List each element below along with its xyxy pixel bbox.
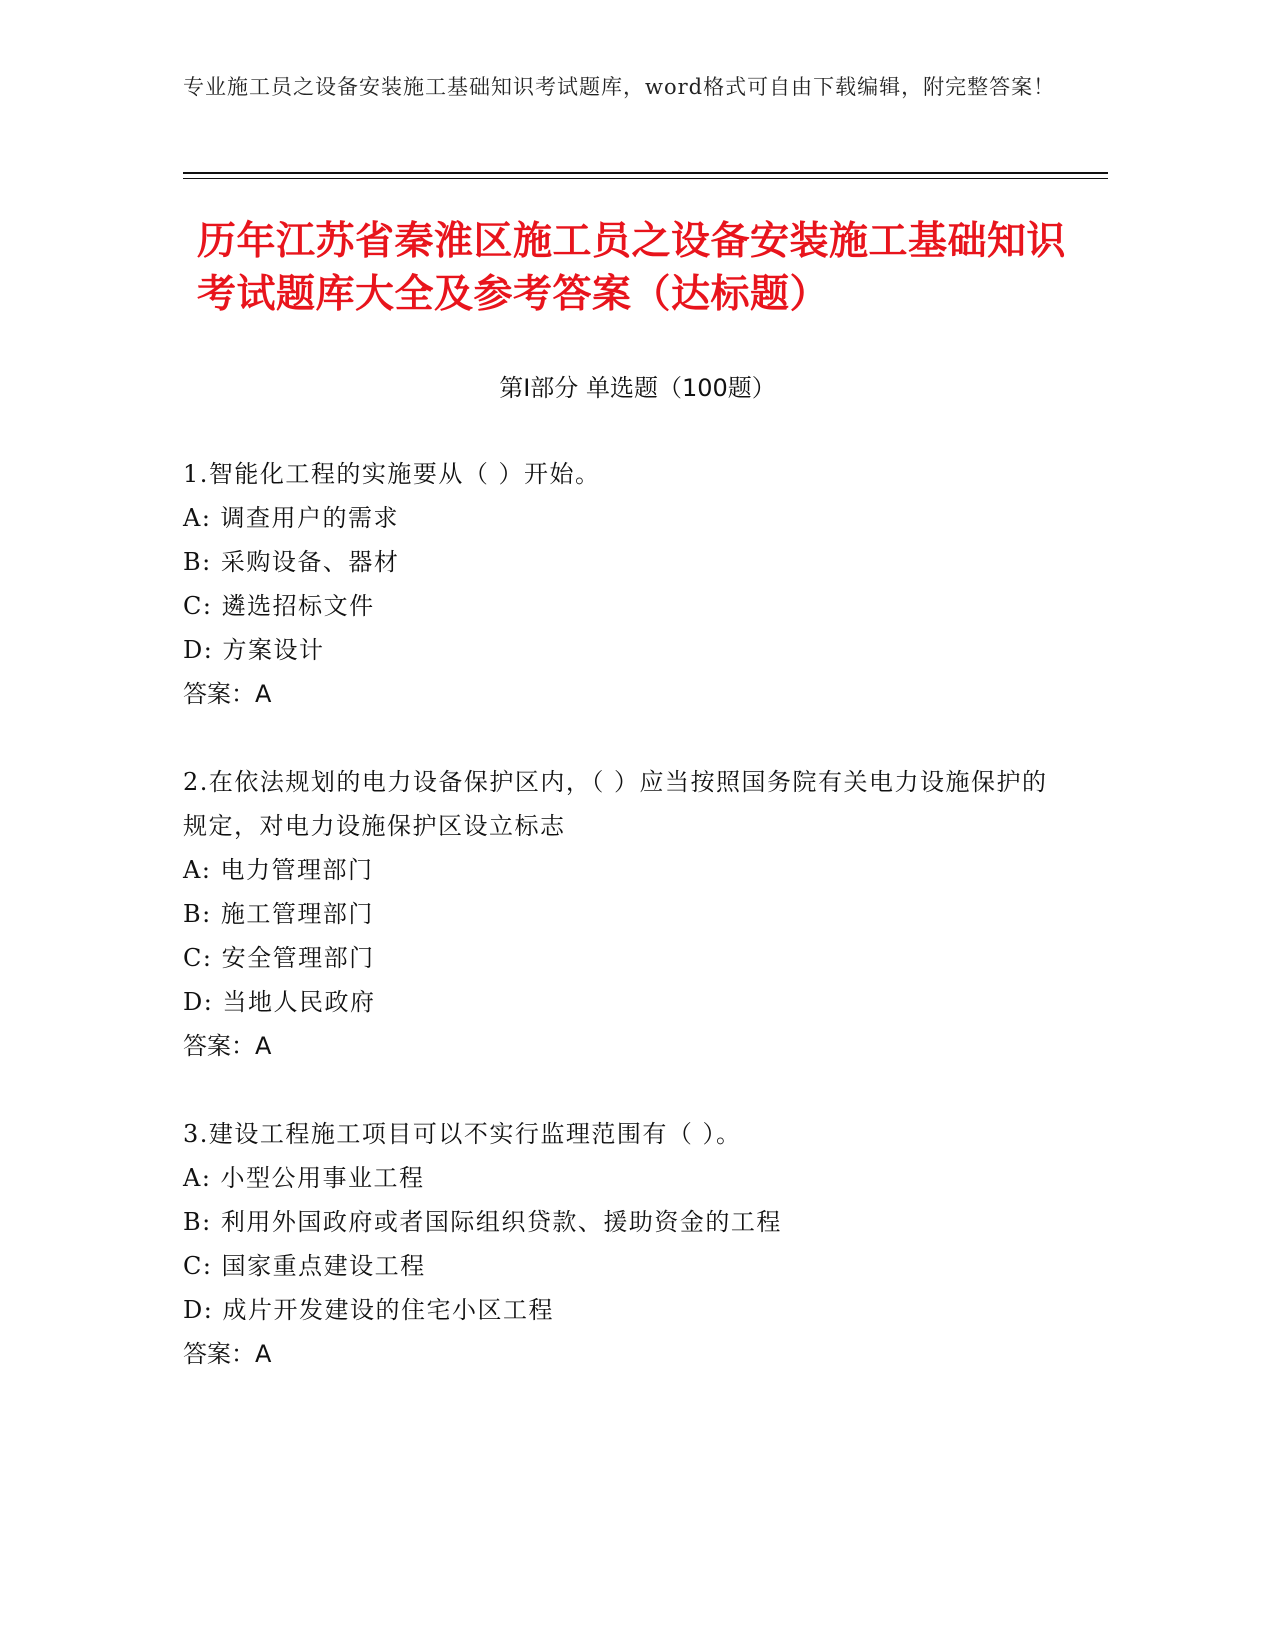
option-d: D: 成片开发建设的住宅小区工程 <box>183 1296 554 1324</box>
option-c: C: 遴选招标文件 <box>183 592 375 620</box>
option-b: B: 利用外国政府或者国际组织贷款、援助资金的工程 <box>183 1208 782 1236</box>
option-a: A: 小型公用事业工程 <box>183 1164 425 1192</box>
header-divider-thick <box>183 172 1108 174</box>
question-3 <box>183 1112 1063 1376</box>
question-2 <box>183 760 1063 1068</box>
header-note: 专业施工员之设备安装施工基础知识考试题库，word格式可自由下载编辑，附完整答案！ <box>183 75 1056 99</box>
question-stem: 1.智能化工程的实施要从（ ）开始。 <box>183 460 601 488</box>
section-title: 第Ⅰ部分 单选题（100题） <box>499 374 776 402</box>
answer-line: 答案：A <box>183 680 272 708</box>
header-divider-thin <box>183 178 1108 179</box>
document-title: 历年江苏省秦淮区施工员之设备安装施工基础知识考试题库大全及参考答案（达标题） <box>197 219 1067 317</box>
question-stem: 2.在依法规划的电力设备保护区内，（ ）应当按照国务院有关电力设施保护的规定，对电力设施保护区设立标志 <box>183 768 1048 840</box>
option-a: A: 调查用户的需求 <box>183 504 400 532</box>
option-c: C: 安全管理部门 <box>183 944 375 972</box>
option-d: D: 方案设计 <box>183 636 325 664</box>
question-stem: 3.建设工程施工项目可以不实行监理范围有（ ）。 <box>183 1120 742 1148</box>
option-a: A: 电力管理部门 <box>183 856 374 884</box>
option-b: B: 施工管理部门 <box>183 900 374 928</box>
question-1 <box>183 452 1063 716</box>
option-d: D: 当地人民政府 <box>183 988 376 1016</box>
question-list <box>183 452 1063 1420</box>
answer-line: 答案：A <box>183 1340 272 1368</box>
answer-line: 答案：A <box>183 1032 272 1060</box>
option-b: B: 采购设备、器材 <box>183 548 400 576</box>
option-c: C: 国家重点建设工程 <box>183 1252 426 1280</box>
